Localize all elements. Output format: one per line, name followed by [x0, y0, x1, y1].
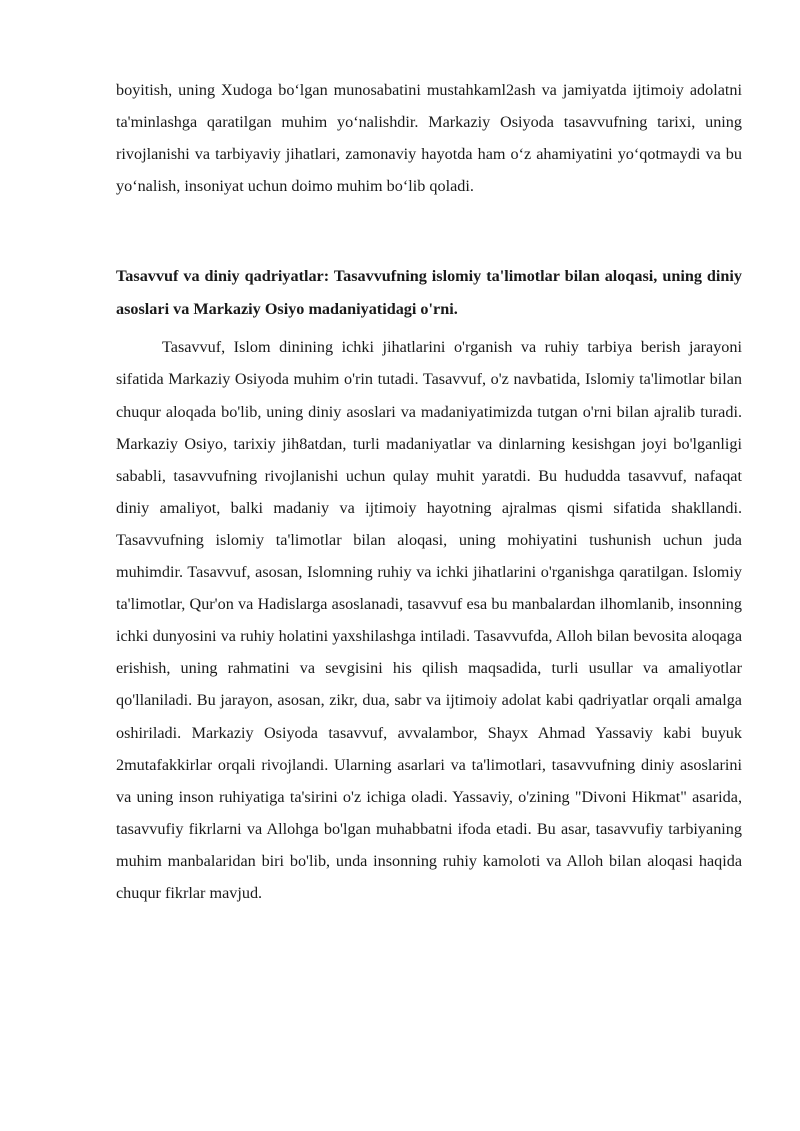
- section-heading: Tasavvuf va diniy qadriyatlar: Tasavvufning islomiy ta'limotlar bilan aloqasi, uning diniy asoslari va Markaziy Osiyo madaniyatidagi o'rni.: [116, 267, 742, 318]
- body-paragraph: Tasavvuf, Islom dinining ichki jihatlarini o'rganish va ruhiy tarbiya berish jarayoni sifatida Markaziy Osiyoda muhim o'rin tutadi. Tasavvuf, o'z navbatida, Islomiy ta'limotlar bilan chuqur aloqada bo'lib, uning diniy asoslari va madaniyatimizda tutgan o'rni bilan ajralib turadi. Markaziy Osiyo, tarixiy jih8atdan, turli madaniyatlar va dinlarning kesishgan joyi bo'lganligi sababli, tasavvufning rivojlanishi uchun qulay muhit yaratdi. Bu hududda tasavvuf, nafaqat diniy amaliyot, balki madaniy va ijtimoiy hayotning ajralmas qismi sifatida shakllandi. Tasavvufning islomiy ta'limotlar bilan aloqasi, uning mohiyatini tushunish uchun juda muhimdir. Tasavvuf, asosan, Islomning ruhiy va ichki jihatlarini o'rganishga qaratilgan. Islomiy ta'limotlar, Qur'on va Hadislarga asoslanadi, tasavvuf esa bu manbalardan ilhomlanib, insonning ichki dunyosini va ruhiy holatini yaxshilashga intiladi. Tasavvufda, Alloh bilan bevosita aloqaga erishish, uning rahmatini va sevgisini his qilish maqsadida, turli usullar va amaliyotlar qo'llaniladi. Bu jarayon, asosan, zikr, dua, sabr va ijtimoiy adolat kabi qadriyatlar orqali amalga oshiriladi. Markaziy Osiyoda tasavvuf, avvalambor, Shayx Ahmad Yassaviy kabi buyuk 2mutafakkirlar orqali rivojlandi. Ularning asarlari va ta'limotlari, tasavvufning diniy asoslarini va uning inson ruhiyatiga ta'sirini o'z ichiga oladi. Yassaviy, o'zining "Divoni Hikmat" asarida, tasavvufiy fikrlarni va Allohga bo'lgan muhabbatni ifoda etadi. Bu asar, tasavvufiy tarbiyaning muhim manbalaridan biri bo'lib, unda insonning ruhiy kamoloti va Alloh bilan aloqasi haqida chuqur fikrlar mavjud.: [116, 338, 742, 902]
- intro-paragraph: boyitish, uning Xudoga bo‘lgan munosabatini mustahkaml2ash va jamiyatda ijtimoiy adolatni ta'minlashga qaratilgan muhim yo‘nalishdir. Markaziy Osiyoda tasavvufning tarixi, uning rivojlanishi va tarbiyaviy jihatlari, zamonaviy hayotda ham o‘z ahamiyatini yo‘qotmaydi va bu yo‘nalish, insoniyat uchun doimo muhim bo‘lib qoladi.: [116, 81, 742, 196]
- document-page: [116, 74, 742, 909]
